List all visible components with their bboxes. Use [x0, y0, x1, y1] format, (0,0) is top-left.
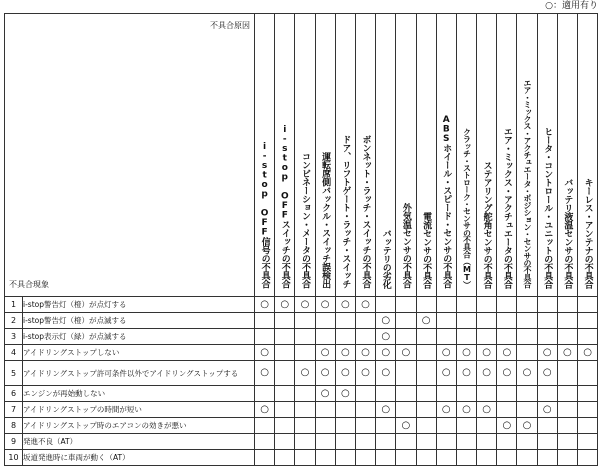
empty-cell	[335, 434, 355, 450]
empty-cell	[396, 297, 416, 313]
empty-cell	[275, 434, 295, 450]
empty-cell	[497, 313, 517, 329]
phenomenon-text: i-stop警告灯（橙）が点滅する	[23, 313, 255, 329]
empty-cell	[355, 386, 375, 402]
applicable-mark: ○	[295, 297, 315, 313]
table-row	[5, 361, 598, 386]
empty-cell	[315, 329, 335, 345]
empty-cell	[537, 297, 557, 313]
cause-header	[477, 14, 497, 297]
empty-cell	[416, 345, 436, 361]
cause-header-label: ドア、リフトゲート・ラッチ・スイッチ	[340, 135, 351, 288]
table-row	[5, 329, 598, 345]
header-corner	[5, 14, 255, 297]
cause-label: 不具合原因	[210, 21, 250, 30]
phenomenon-text: アイドリングストップしない	[23, 345, 255, 361]
applicable-mark: ○	[396, 345, 416, 361]
empty-cell	[396, 386, 416, 402]
applicable-mark: ○	[315, 361, 335, 386]
empty-cell	[497, 386, 517, 402]
cause-header	[578, 14, 598, 297]
empty-cell	[578, 361, 598, 386]
empty-cell	[315, 402, 335, 418]
table-row	[5, 297, 598, 313]
applicable-mark: ○	[497, 361, 517, 386]
row-number: 6	[5, 386, 23, 402]
cause-header	[255, 14, 275, 297]
empty-cell	[416, 418, 436, 434]
empty-cell	[355, 418, 375, 434]
cause-header-label: ボンネット・ラッチ・スイッチの不具合	[360, 135, 371, 288]
empty-cell	[376, 386, 396, 402]
applicable-mark: ○	[255, 297, 275, 313]
applicable-mark: ○	[295, 361, 315, 386]
empty-cell	[557, 361, 577, 386]
empty-cell	[255, 313, 275, 329]
phenomenon-text: 坂道発進時に車両が動く（AT）	[23, 450, 255, 466]
phenomenon-text: 発進不良（AT）	[23, 434, 255, 450]
empty-cell	[335, 313, 355, 329]
cause-header-label: エア・ミックス・アクチュエータの不具合	[501, 126, 512, 288]
empty-cell	[436, 418, 456, 434]
empty-cell	[275, 313, 295, 329]
applicable-mark: ○	[436, 361, 456, 386]
cause-header-label: エア・ミックス・アクチュエータ・ポジション・センサの不具合	[523, 79, 533, 288]
applicable-mark: ○	[335, 386, 355, 402]
empty-cell	[517, 402, 537, 418]
empty-cell	[456, 297, 476, 313]
phenomenon-text: i-stop表示灯（緑）が点滅する	[23, 329, 255, 345]
empty-cell	[578, 418, 598, 434]
row-number: 1	[5, 297, 23, 313]
empty-cell	[456, 418, 476, 434]
empty-cell	[436, 386, 456, 402]
applicable-mark: ○	[376, 402, 396, 418]
phenomenon-text: エンジンが再始動しない	[23, 386, 255, 402]
empty-cell	[416, 402, 436, 418]
empty-cell	[578, 297, 598, 313]
phenomenon-text: アイドリングストップ許可条件以外でアイドリングストップする	[23, 361, 255, 386]
applicable-mark: ○	[537, 361, 557, 386]
row-number: 8	[5, 418, 23, 434]
applicable-mark: ○	[335, 361, 355, 386]
empty-cell	[255, 386, 275, 402]
applicable-mark: ○	[376, 361, 396, 386]
empty-cell	[578, 434, 598, 450]
cause-header	[315, 14, 335, 297]
empty-cell	[497, 434, 517, 450]
empty-cell	[456, 434, 476, 450]
empty-cell	[255, 329, 275, 345]
applicable-mark: ○	[255, 345, 275, 361]
applicable-mark: ○	[315, 345, 335, 361]
empty-cell	[517, 297, 537, 313]
empty-cell	[557, 402, 577, 418]
phenomenon-text: アイドリングストップの時間が短い	[23, 402, 255, 418]
cause-header-label: キーレス・アンテナの不具合	[582, 177, 593, 288]
empty-cell	[295, 434, 315, 450]
empty-cell	[295, 386, 315, 402]
empty-cell	[295, 418, 315, 434]
applicable-mark: ○	[255, 361, 275, 386]
cause-header-label: コンビネーション・メータの不具合	[299, 152, 310, 288]
empty-cell	[275, 361, 295, 386]
applicable-mark: ○	[477, 402, 497, 418]
applicable-mark: ○	[517, 361, 537, 386]
empty-cell	[517, 386, 537, 402]
cause-header-label: i-stop OFF信号の不具合	[259, 142, 270, 288]
empty-cell	[436, 329, 456, 345]
applicable-mark: ○	[456, 345, 476, 361]
applicable-mark: ○	[477, 345, 497, 361]
empty-cell	[578, 313, 598, 329]
empty-cell	[295, 345, 315, 361]
empty-cell	[335, 329, 355, 345]
cause-header	[497, 14, 517, 297]
cause-header	[436, 14, 456, 297]
cause-header	[295, 14, 315, 297]
applicable-mark: ○	[537, 402, 557, 418]
applicable-mark: ○	[436, 402, 456, 418]
empty-cell	[477, 313, 497, 329]
empty-cell	[557, 418, 577, 434]
row-number: 4	[5, 345, 23, 361]
legend: ○：適用有り	[545, 1, 598, 11]
empty-cell	[355, 313, 375, 329]
applicable-mark: ○	[376, 345, 396, 361]
empty-cell	[396, 313, 416, 329]
empty-cell	[497, 402, 517, 418]
cause-header-label: ステアリング舵角センサの不具合	[481, 160, 492, 288]
cause-header-label: バッテリの劣化	[380, 228, 391, 288]
empty-cell	[557, 434, 577, 450]
empty-cell	[537, 313, 557, 329]
empty-cell	[275, 386, 295, 402]
empty-cell	[537, 434, 557, 450]
empty-cell	[578, 386, 598, 402]
table-row	[5, 313, 598, 329]
table-row	[5, 402, 598, 418]
empty-cell	[517, 434, 537, 450]
cause-header	[335, 14, 355, 297]
cause-header	[355, 14, 375, 297]
cause-header	[376, 14, 396, 297]
applicable-mark: ○	[477, 361, 497, 386]
cause-header	[456, 14, 476, 297]
applicable-mark: ○	[335, 345, 355, 361]
applicable-mark: ○	[376, 313, 396, 329]
empty-cell	[376, 297, 396, 313]
header-row	[5, 14, 598, 297]
empty-cell	[436, 313, 456, 329]
empty-cell	[255, 434, 275, 450]
applicable-mark: ○	[416, 313, 436, 329]
cause-header	[416, 14, 436, 297]
empty-cell	[396, 434, 416, 450]
empty-cell	[436, 434, 456, 450]
empty-cell	[477, 386, 497, 402]
applicable-mark: ○	[436, 345, 456, 361]
empty-cell	[295, 402, 315, 418]
empty-cell	[477, 418, 497, 434]
cause-header-label: 運転席側バックル・スイッチ誤検出	[320, 152, 331, 288]
empty-cell	[537, 386, 557, 402]
applicable-mark: ○	[456, 361, 476, 386]
empty-cell	[517, 313, 537, 329]
empty-cell	[557, 386, 577, 402]
empty-cell	[355, 402, 375, 418]
empty-cell	[355, 434, 375, 450]
empty-cell	[557, 313, 577, 329]
applicable-mark: ○	[497, 418, 517, 434]
empty-cell	[376, 434, 396, 450]
applicable-mark: ○	[315, 297, 335, 313]
row-number: 10	[5, 450, 23, 466]
cause-header-label: バッテリ液温センサの不具合	[562, 177, 573, 288]
empty-cell	[578, 402, 598, 418]
row-number: 7	[5, 402, 23, 418]
empty-cell	[416, 297, 436, 313]
table-row	[5, 386, 598, 402]
applicable-mark: ○	[315, 386, 335, 402]
cause-header-label: クラッチ・ストローク・センサの不具合（MT）	[462, 127, 472, 288]
empty-cell	[456, 386, 476, 402]
phenomenon-text: アイドリングストップ時のエアコンの効きが悪い	[23, 418, 255, 434]
applicable-mark: ○	[335, 297, 355, 313]
empty-cell	[315, 434, 335, 450]
empty-cell	[275, 345, 295, 361]
empty-cell	[295, 329, 315, 345]
applicable-mark: ○	[578, 345, 598, 361]
applicable-mark: ○	[497, 345, 517, 361]
empty-cell	[456, 329, 476, 345]
applicable-mark: ○	[517, 418, 537, 434]
empty-cell	[557, 297, 577, 313]
row-number: 5	[5, 361, 23, 386]
empty-cell	[517, 345, 537, 361]
cause-header-label: ヒータ・コントロール・ユニットの不具合	[542, 126, 553, 288]
empty-cell	[355, 329, 375, 345]
empty-cell	[557, 329, 577, 345]
empty-cell	[436, 297, 456, 313]
empty-cell	[376, 418, 396, 434]
cause-header-label: i-stop OFFスイッチの不具合	[279, 125, 290, 288]
matrix-body	[5, 297, 598, 466]
cause-header	[537, 14, 557, 297]
empty-cell	[275, 402, 295, 418]
empty-cell	[416, 329, 436, 345]
table-row	[5, 345, 598, 361]
empty-cell	[396, 402, 416, 418]
empty-cell	[275, 418, 295, 434]
empty-cell	[315, 418, 335, 434]
empty-cell	[416, 361, 436, 386]
cause-header	[517, 14, 537, 297]
table-row	[5, 418, 598, 434]
cause-header	[275, 14, 295, 297]
applicable-mark: ○	[255, 402, 275, 418]
empty-cell	[477, 434, 497, 450]
row-number: 9	[5, 434, 23, 450]
table-row	[5, 434, 598, 450]
empty-cell	[517, 329, 537, 345]
applicable-mark: ○	[355, 361, 375, 386]
empty-cell	[578, 329, 598, 345]
empty-cell	[295, 313, 315, 329]
applicable-mark: ○	[456, 402, 476, 418]
empty-cell	[456, 313, 476, 329]
empty-cell	[537, 329, 557, 345]
applicable-mark: ○	[355, 297, 375, 313]
fault-matrix	[4, 13, 598, 466]
applicable-mark: ○	[376, 329, 396, 345]
empty-cell	[497, 329, 517, 345]
applicable-mark: ○	[275, 297, 295, 313]
cause-header-label: ABSホイール・スピード・センサの不具合	[441, 115, 452, 288]
cause-header	[557, 14, 577, 297]
row-number: 2	[5, 313, 23, 329]
empty-cell	[416, 386, 436, 402]
cause-header-label: 電流センサの不具合	[421, 211, 432, 288]
phenomenon-label: 不具合現象	[9, 280, 49, 289]
applicable-mark: ○	[557, 345, 577, 361]
applicable-mark: ○	[537, 345, 557, 361]
empty-cell	[335, 402, 355, 418]
empty-cell	[275, 329, 295, 345]
row-number: 3	[5, 329, 23, 345]
empty-cell	[255, 418, 275, 434]
empty-cell	[396, 361, 416, 386]
empty-cell	[477, 329, 497, 345]
empty-cell	[537, 418, 557, 434]
empty-cell	[497, 297, 517, 313]
cause-header	[396, 14, 416, 297]
applicable-mark: ○	[396, 418, 416, 434]
empty-cell	[416, 434, 436, 450]
empty-cell	[335, 418, 355, 434]
applicable-mark: ○	[355, 345, 375, 361]
empty-cell	[315, 313, 335, 329]
empty-cell	[477, 297, 497, 313]
empty-cell	[396, 329, 416, 345]
cause-header-label: 外気温センサの不具合	[400, 203, 411, 288]
phenomenon-text: i-stop警告灯（橙）が点灯する	[23, 297, 255, 313]
